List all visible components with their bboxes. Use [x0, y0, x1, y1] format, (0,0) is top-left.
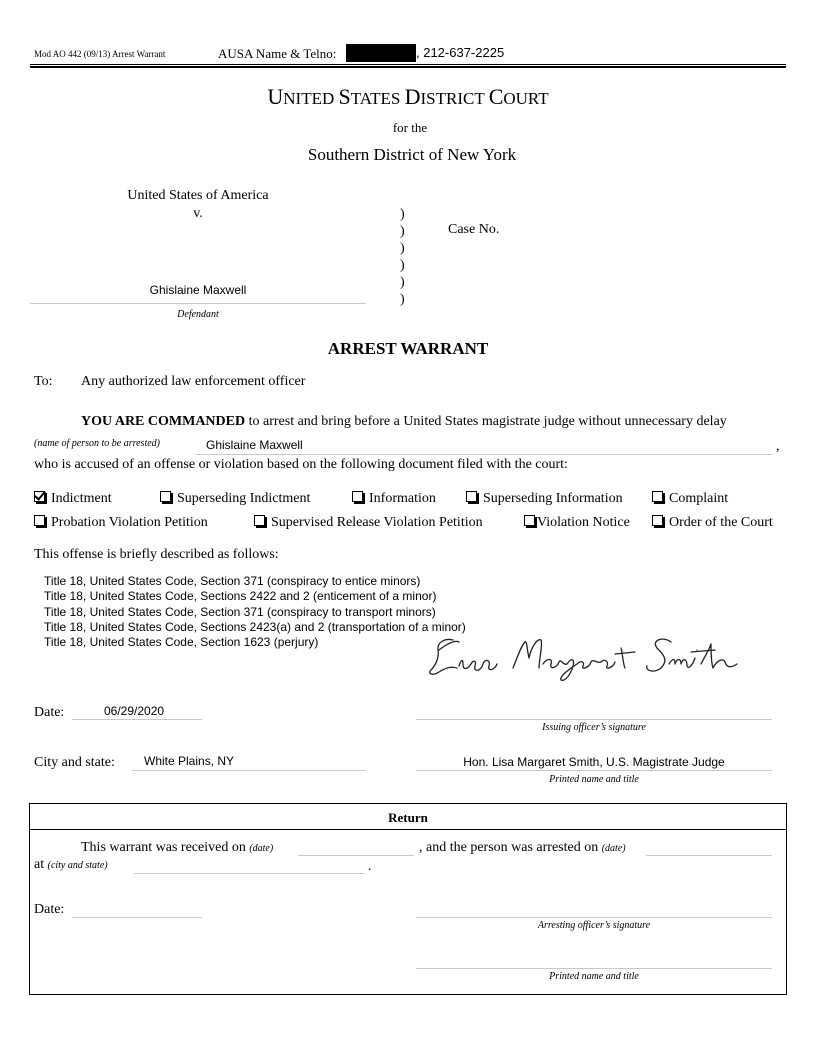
arresting-signature-label: Arresting officer’s signature — [537, 920, 651, 931]
to-label: To: — [34, 374, 53, 389]
return-period: . — [368, 859, 372, 874]
caption-paren-1: ) — [400, 207, 405, 222]
return-box — [29, 803, 787, 995]
option-supervised-release[interactable]: Supervised Release Violation Petition — [254, 515, 483, 531]
complaint-checkbox[interactable] — [652, 491, 663, 502]
caption-paren-5: ) — [400, 275, 405, 290]
offense-lines[interactable] — [44, 574, 466, 650]
to-value: Any authorized law enforcement officer — [81, 374, 306, 389]
return-title: Return — [388, 810, 428, 825]
received-date-line[interactable] — [298, 855, 414, 856]
offense-line: Title 18, United States Code, Section 371 (conspiracy to entice minors) — [44, 574, 421, 588]
defendant-name[interactable]: Ghislaine Maxwell — [149, 283, 247, 297]
arrestee-name[interactable]: Ghislaine Maxwell — [206, 438, 303, 452]
option-order-of-court[interactable]: Order of the Court — [652, 515, 773, 531]
city-label: City and state: — [34, 755, 115, 770]
case-no-label: Case No. — [448, 222, 500, 237]
ausa-phone: , 212-637-2225 — [416, 45, 505, 60]
command-rest: to arrest and bring before a United States magistrate judge without unnecessary delay — [245, 414, 727, 429]
return-date-line[interactable] — [72, 917, 202, 918]
printed-name-label: Printed name and title — [549, 774, 639, 785]
option-information[interactable]: Information — [352, 491, 436, 507]
arrestee-comma: , — [776, 439, 780, 454]
violation-notice-checkbox[interactable] — [524, 515, 535, 526]
arresting-signature-line[interactable] — [416, 917, 772, 918]
issue-date-value[interactable]: 06/29/2020 — [104, 704, 165, 718]
district-name: Southern District of New York — [307, 145, 517, 164]
issuing-signature-label: Issuing officer’s signature — [542, 722, 646, 733]
return-title-rule — [30, 829, 786, 830]
issuing-signature-line — [416, 719, 772, 720]
option-superseding-information[interactable]: Superseding Information — [466, 491, 623, 507]
header-rule-thin — [30, 64, 786, 65]
offense-line: Title 18, United States Code, Section 371 (conspiracy to transport minors) — [44, 604, 436, 619]
offense-line: Title 18, United States Code, Section 1623 (perjury) — [44, 635, 319, 650]
arrestee-label: (name of person to be arrested) — [34, 438, 160, 449]
received-text: This warrant was received on (date) — [81, 840, 274, 855]
option-probation-violation[interactable]: Probation Violation Petition — [34, 515, 208, 531]
superseding-information-checkbox[interactable] — [466, 491, 477, 502]
command-text — [81, 414, 727, 430]
defendant-line — [30, 303, 366, 304]
caption-paren-2: ) — [400, 224, 405, 239]
accused-text: who is accused of an offense or violation based on the following document filed with the court: — [34, 457, 568, 472]
arrestee-line — [196, 454, 772, 455]
court-title: UNITED STATES DISTRICT COURT — [267, 84, 549, 109]
arrested-text: , and the person was arrested on (date) — [419, 840, 626, 855]
for-the: for the — [392, 120, 428, 135]
probation-violation-checkbox[interactable] — [34, 515, 45, 526]
return-printed-name-line[interactable] — [416, 968, 772, 969]
at-text: at (city and state) — [34, 857, 108, 872]
return-date-label: Date: — [34, 902, 65, 917]
option-indictment[interactable]: Indictment — [34, 491, 112, 507]
form-id: Mod AO 442 (09/13) Arrest Warrant — [34, 49, 166, 59]
officer-name-line — [416, 770, 772, 771]
option-violation-notice[interactable]: Violation Notice — [524, 515, 630, 531]
option-complaint[interactable]: Complaint — [652, 491, 728, 507]
caption-paren-3: ) — [400, 241, 405, 256]
redaction-block — [346, 44, 416, 62]
supervised-release-checkbox[interactable] — [254, 515, 265, 526]
option-superseding-indictment[interactable]: Superseding Indictment — [160, 491, 310, 507]
officer-name[interactable]: Hon. Lisa Margaret Smith, U.S. Magistrate Judge — [463, 755, 725, 769]
plaintiff-name: United States of America — [127, 188, 269, 203]
defendant-label: Defendant — [177, 309, 219, 320]
caption-paren-6: ) — [400, 292, 405, 307]
city-value[interactable]: White Plains, NY — [144, 754, 235, 768]
ausa-label: AUSA Name & Telno: — [218, 46, 337, 61]
offense-line: Title 18, United States Code, Sections 2422 and 2 (enticement of a minor) — [44, 589, 437, 604]
header-rule-thick — [30, 66, 786, 68]
received-date-hint: (date) — [249, 843, 274, 854]
offense-line: Title 18, United States Code, Sections 2423(a) and 2 (transportation of a minor) — [44, 619, 466, 634]
offense-intro: This offense is briefly described as follows: — [34, 547, 279, 562]
caption-paren-4: ) — [400, 258, 405, 273]
signature-image — [425, 628, 755, 686]
issue-date-label: Date: — [34, 705, 65, 720]
city-hint: (city and state) — [47, 860, 108, 871]
arrested-date-line[interactable] — [646, 855, 772, 856]
arrested-date-hint: (date) — [601, 843, 626, 854]
warrant-heading: ARREST WARRANT — [327, 339, 489, 358]
information-checkbox[interactable] — [352, 491, 363, 502]
issue-date-line — [72, 719, 202, 720]
return-printed-name-label: Printed name and title — [549, 971, 639, 982]
versus: v. — [193, 206, 203, 221]
order-of-court-checkbox[interactable] — [652, 515, 663, 526]
city-line — [132, 770, 366, 771]
return-city-line[interactable] — [134, 873, 364, 874]
command-bold: YOU ARE COMMANDED — [81, 414, 246, 429]
indictment-checkbox[interactable] — [34, 491, 45, 502]
superseding-indictment-checkbox[interactable] — [160, 491, 171, 502]
